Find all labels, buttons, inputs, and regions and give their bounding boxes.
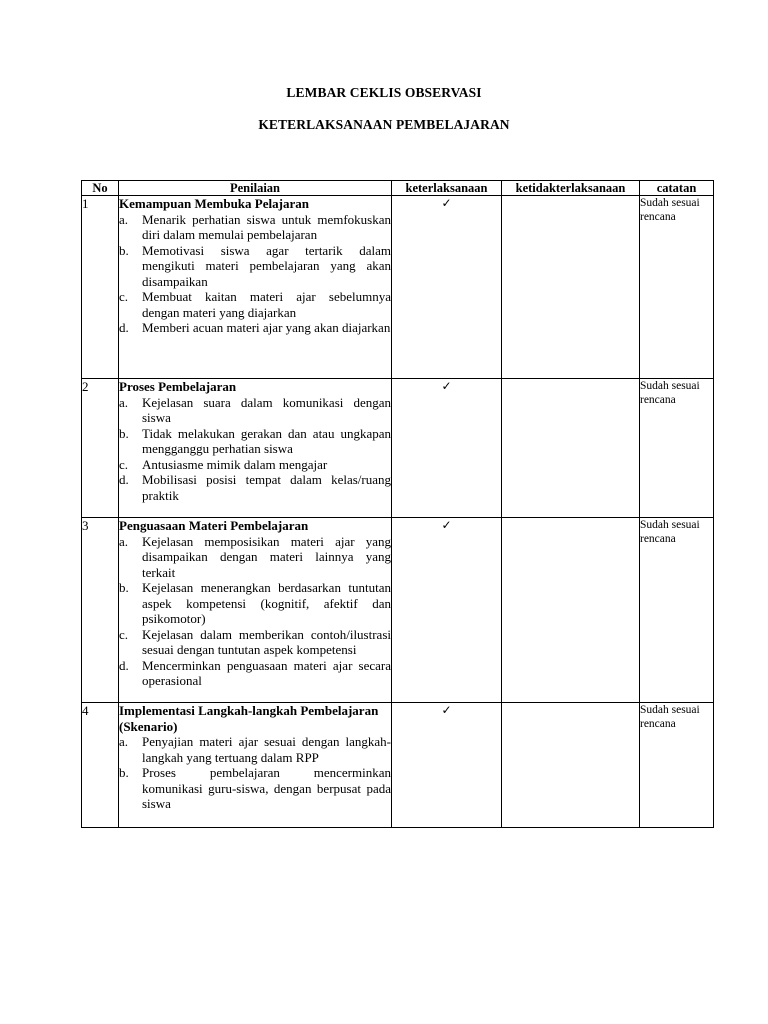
list-item: [119, 395, 391, 426]
catatan-cell: Sudah sesuai rencana: [640, 196, 714, 379]
criteria-heading: Penguasaan Materi Pembelajaran: [119, 518, 309, 533]
list-item-text: Penyajian materi ajar sesuai dengan langkah-langkah yang tertuang dalam RPP: [142, 734, 391, 765]
list-item-label: a.: [119, 734, 129, 749]
document-title: LEMBAR CEKLIS OBSERVASI: [286, 85, 482, 100]
catatan-cell: Sudah sesuai rencana: [640, 518, 714, 703]
ketidakterlaksanaan-cell: [502, 518, 640, 703]
catatan-cell: Sudah sesuai rencana: [640, 379, 714, 518]
penilaian-cell: [119, 703, 392, 828]
list-item-text: Membuat kaitan materi ajar sebelumnya dengan materi yang diajarkan: [142, 289, 391, 320]
ketidakterlaksanaan-cell: [502, 196, 640, 379]
list-item-text: Memotivasi siswa agar tertarik dalam mengikuti materi pembelajaran yang akan disampaikan: [142, 242, 391, 289]
list-item: [119, 426, 391, 457]
ketidakterlaksanaan-cell: [502, 703, 640, 828]
criteria-list: [119, 534, 391, 689]
penilaian-cell: [119, 196, 392, 379]
list-item-text: Mencerminkan penguasaan materi ajar secara operasional: [142, 657, 391, 688]
observation-table: [81, 180, 714, 828]
table-row: [82, 703, 714, 828]
criteria-list: [119, 212, 391, 336]
header-keterlaksanaan: keterlaksanaan: [392, 181, 502, 196]
list-item-label: b.: [119, 425, 129, 441]
list-item-text: Kejelasan memposisikan materi ajar yang disampaikan dengan materi lainnya yang terkait: [142, 533, 391, 580]
list-item-text: Mobilisasi posisi tempat dalam kelas/ruang praktik: [142, 472, 391, 503]
list-item-label: c.: [119, 626, 129, 642]
list-item-text: Memberi acuan materi ajar yang akan diajarkan: [142, 320, 391, 335]
header-catatan: catatan: [640, 181, 714, 196]
criteria-heading: Implementasi Langkah-langkah Pembelajaran (Skenario): [119, 703, 379, 734]
list-item-text: Menarik perhatian siswa untuk memfokuskan diri dalam memulai pembelajaran: [142, 211, 391, 242]
list-item-label: a.: [119, 211, 129, 227]
list-item-label: b.: [119, 765, 129, 780]
list-item-label: d.: [119, 657, 129, 673]
checkmark-icon: ✓: [392, 196, 502, 379]
list-item-label: a.: [119, 533, 129, 549]
ketidakterlaksanaan-cell: [502, 379, 640, 518]
list-item: [119, 243, 391, 290]
header-no: No: [82, 181, 119, 196]
table-row: [82, 518, 714, 703]
table-header-row: [82, 181, 714, 196]
list-item-text: Tidak melakukan gerakan dan atau ungkapan mengganggu perhatian siswa: [142, 425, 391, 456]
criteria-heading: Proses Pembelajaran: [119, 379, 237, 394]
list-item: [119, 765, 391, 812]
checkmark-icon: ✓: [392, 703, 502, 828]
row-number: 4: [82, 703, 119, 828]
list-item: [119, 457, 391, 473]
row-number: 3: [82, 518, 119, 703]
list-item: [119, 627, 391, 658]
list-item: [119, 580, 391, 627]
table-row: [82, 379, 714, 518]
list-item: [119, 289, 391, 320]
row-number: 2: [82, 379, 119, 518]
list-item-label: c.: [119, 289, 129, 304]
list-item-text: Kejelasan menerangkan berdasarkan tuntutan aspek kompetensi (kognitif, afektif dan psikomotor): [142, 580, 391, 626]
catatan-cell: Sudah sesuai rencana: [640, 703, 714, 828]
checkmark-icon: ✓: [392, 379, 502, 518]
header-penilaian: Penilaian: [119, 181, 392, 196]
list-item: [119, 534, 391, 581]
table-row: [82, 196, 714, 379]
list-item-label: b.: [119, 580, 129, 595]
list-item-text: Proses pembelajaran mencerminkan komunikasi guru-siswa, dengan berpusat pada siswa: [142, 765, 391, 811]
list-item-label: d.: [119, 472, 129, 487]
penilaian-cell: [119, 518, 392, 703]
list-item: [119, 734, 391, 765]
header-ketidakterlaksanaan: ketidakterlaksanaan: [502, 181, 640, 196]
list-item: [119, 212, 391, 243]
list-item-text: Kejelasan dalam memberikan contoh/ilustrasi sesuai dengan tuntutan aspek kompetensi: [142, 626, 391, 657]
list-item-text: Antusiasme mimik dalam mengajar: [142, 456, 328, 472]
list-item-label: a.: [119, 394, 129, 410]
document-subtitle: KETERLAKSANAAN PEMBELAJARAN: [258, 117, 510, 132]
list-item-label: c.: [119, 456, 129, 472]
list-item-label: d.: [119, 320, 129, 335]
criteria-list: [119, 734, 391, 812]
criteria-heading: Kemampuan Membuka Pelajaran: [119, 196, 309, 211]
criteria-list: [119, 395, 391, 504]
list-item: [119, 658, 391, 689]
penilaian-cell: [119, 379, 392, 518]
row-number: 1: [82, 196, 119, 379]
list-item-text: Kejelasan suara dalam komunikasi dengan siswa: [142, 394, 391, 425]
list-item-label: b.: [119, 242, 129, 258]
checkmark-icon: ✓: [392, 518, 502, 703]
list-item: [119, 472, 391, 503]
list-item: [119, 320, 391, 336]
